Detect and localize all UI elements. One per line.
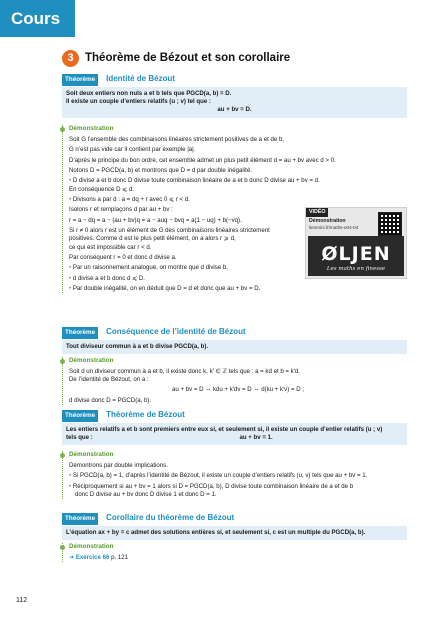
demonstration-label: Démonstration [69, 357, 114, 364]
theorem-2-header [62, 327, 246, 339]
demo-text: • Réciproquement si au + bv = 1 alors si D = PGCD(a, b), D divise toute combinaison linéaire de a et de b [69, 483, 407, 491]
demo-text: Soit G l’ensemble des combinaisons linéaires strictement positives de a et de b. [69, 135, 285, 143]
demo-text: En conséquence D ⩽ d. [69, 185, 135, 193]
demo-text: Si r ≠ 0 alors r est un élément de G des combinaisons linéaires strictement [69, 227, 270, 235]
demo-equation: au + bv = D ⇔ kdu + k′dv = D ⇔ d(ku + k′v) = D ; [171, 386, 304, 394]
logo-text: ØLJEN [321, 243, 391, 265]
bullet-dot-icon [60, 359, 65, 364]
demo-text: Par conséquent r = 0 et donc d divise a. [69, 254, 177, 261]
bullet-dot-icon [60, 545, 65, 550]
demonstration-label: Démonstration [69, 451, 114, 458]
section-title [62, 50, 290, 67]
theorem-line: L’équation ax + by = c admet des solutions entières si, et seulement si, c est un multiple du PGCD(a, b). [66, 529, 366, 536]
theorem-tag: Théorème [62, 327, 98, 339]
bullet-dot-icon [60, 453, 65, 458]
theorem-tag: Théorème [62, 513, 98, 525]
theorem-line [66, 434, 403, 442]
demo-text: Soit d un diviseur commun à a et b, il existe donc k, k′ ∈ ℤ tels que : a = kd et b = k′d. [69, 367, 300, 375]
theorem-tag: Théorème [62, 410, 98, 422]
theorem-1-box [62, 87, 407, 118]
exercise-reference[interactable] [69, 554, 362, 562]
demonstration-3 [62, 451, 407, 499]
theorem-name: Corollaire du théorème de Bézout [106, 513, 235, 523]
demo-text: De l’identité de Bézout, on a : [69, 375, 149, 383]
theorem-3-box [62, 423, 407, 445]
demonstration-header [60, 451, 407, 460]
demo-text: • Si PGCD(a, b) = 1, d’après l’identité de Bézout, il existe un couple d’entiers relatifs (u, v) tels que au + bv = 1. [69, 472, 407, 480]
theorem-4-header [62, 513, 234, 525]
demonstration-4 [62, 543, 362, 562]
demo-text: donc D divise au + bv donc D divise 1 et donc D = 1. [75, 490, 217, 498]
demo-text: • Par un raisonnement analogue, on montre que d divise b. [69, 264, 362, 272]
demonstration-header [60, 125, 362, 134]
theorem-3-header [62, 410, 185, 422]
demo-text: Notons D = PGCD(a, b) et montrons que D = d par double inégalité. [69, 166, 252, 174]
theorem-tag: Théorème [62, 74, 98, 86]
page-number: 112 [16, 597, 28, 604]
theorem-equation: au + bv = D. [217, 106, 252, 114]
video-logo [308, 236, 404, 276]
demo-text: • d divise a et b donc d ⩽ D. [69, 275, 362, 283]
demo-text: • Par double inégalité, on en déduit que D = d et donc que au + bv = D. [69, 285, 362, 293]
theorem-line: Il existe un couple d’entiers relatifs (u ; v) tel que : [66, 98, 211, 106]
demo-text: D’après le principe du bon ordre, cet ensemble admet un plus petit élément d = au + bv avec d > 0. [69, 156, 336, 164]
demonstration-label: Démonstration [69, 125, 114, 132]
video-title: Démonstration [309, 218, 346, 224]
exercise-link[interactable]: Exercice 66 [75, 553, 110, 561]
arrow-right-icon: ➜ [69, 553, 75, 561]
bullet-dot-icon [60, 127, 65, 132]
demonstration-header [60, 357, 407, 366]
theorem-name: Identité de Bézout [106, 74, 175, 84]
demo-text: Isolons r et remplaçons d par au + bv : [69, 206, 173, 214]
demonstration-header [60, 543, 362, 552]
demo-text: • Divisons a par d : a = dq + r avec 0 ⩽ r < d. [69, 196, 362, 204]
theorem-name: Théorème de Bézout [106, 410, 185, 420]
logo-subtitle: Les maths en finesse [326, 265, 386, 272]
theorem-line: Les entiers relatifs a et b sont premiers entre eux si, et seulement si, il existe un couple d’entier relatifs (u ; v) [66, 426, 383, 433]
demo-text: positives. Comme d est le plus petit élément, on a alors r ⩾ d, [69, 235, 236, 243]
demo-text: d divise donc D = PGCD(a, b). [69, 396, 152, 404]
theorem-line: Soit deux entiers non nuls a et b tels que PGCD(a, b) = D. [66, 90, 232, 97]
theorem-line-start: tels que : [66, 434, 93, 442]
theorem-2-box [62, 340, 407, 354]
video-link[interactable]: lienmini.fr/maths-e04-04 [309, 225, 359, 230]
demonstration-label: Démonstration [69, 543, 114, 550]
theorem-1-header [62, 74, 175, 86]
theorem-name: Conséquence de l’identité de Bézout [106, 327, 246, 337]
qr-code-icon [378, 212, 402, 236]
section-title-text: Théorème de Bézout et son corollaire [85, 51, 291, 64]
demo-text: • D divise a et b donc D divise toute combinaison linéaire de a et b donc D divise au + bv = d. [69, 177, 362, 185]
demo-text: ce qui est impossible car r < d. [69, 243, 152, 251]
video-card[interactable] [305, 207, 407, 279]
demo-text: Démontrons par double implications. [69, 461, 168, 469]
exercise-page: p. 121 [111, 553, 129, 561]
theorem-line: Tout diviseur commun à a et b divise PGCD(a, b). [66, 343, 209, 350]
section-number: 3 [62, 50, 79, 67]
video-badge: VIDÉO [306, 208, 328, 217]
demo-text: G n’est pas vide car il contient par exemple |a|. [69, 146, 196, 154]
cours-tab: Cours [0, 0, 75, 37]
theorem-4-box [62, 526, 407, 540]
demo-text: r = a − dq = a − (au + bv)q = a − auq − bvq = a(1 − uq) + b(−vq). [69, 216, 242, 224]
demonstration-2 [62, 357, 407, 405]
theorem-equation: au + bv = 1. [239, 434, 273, 442]
